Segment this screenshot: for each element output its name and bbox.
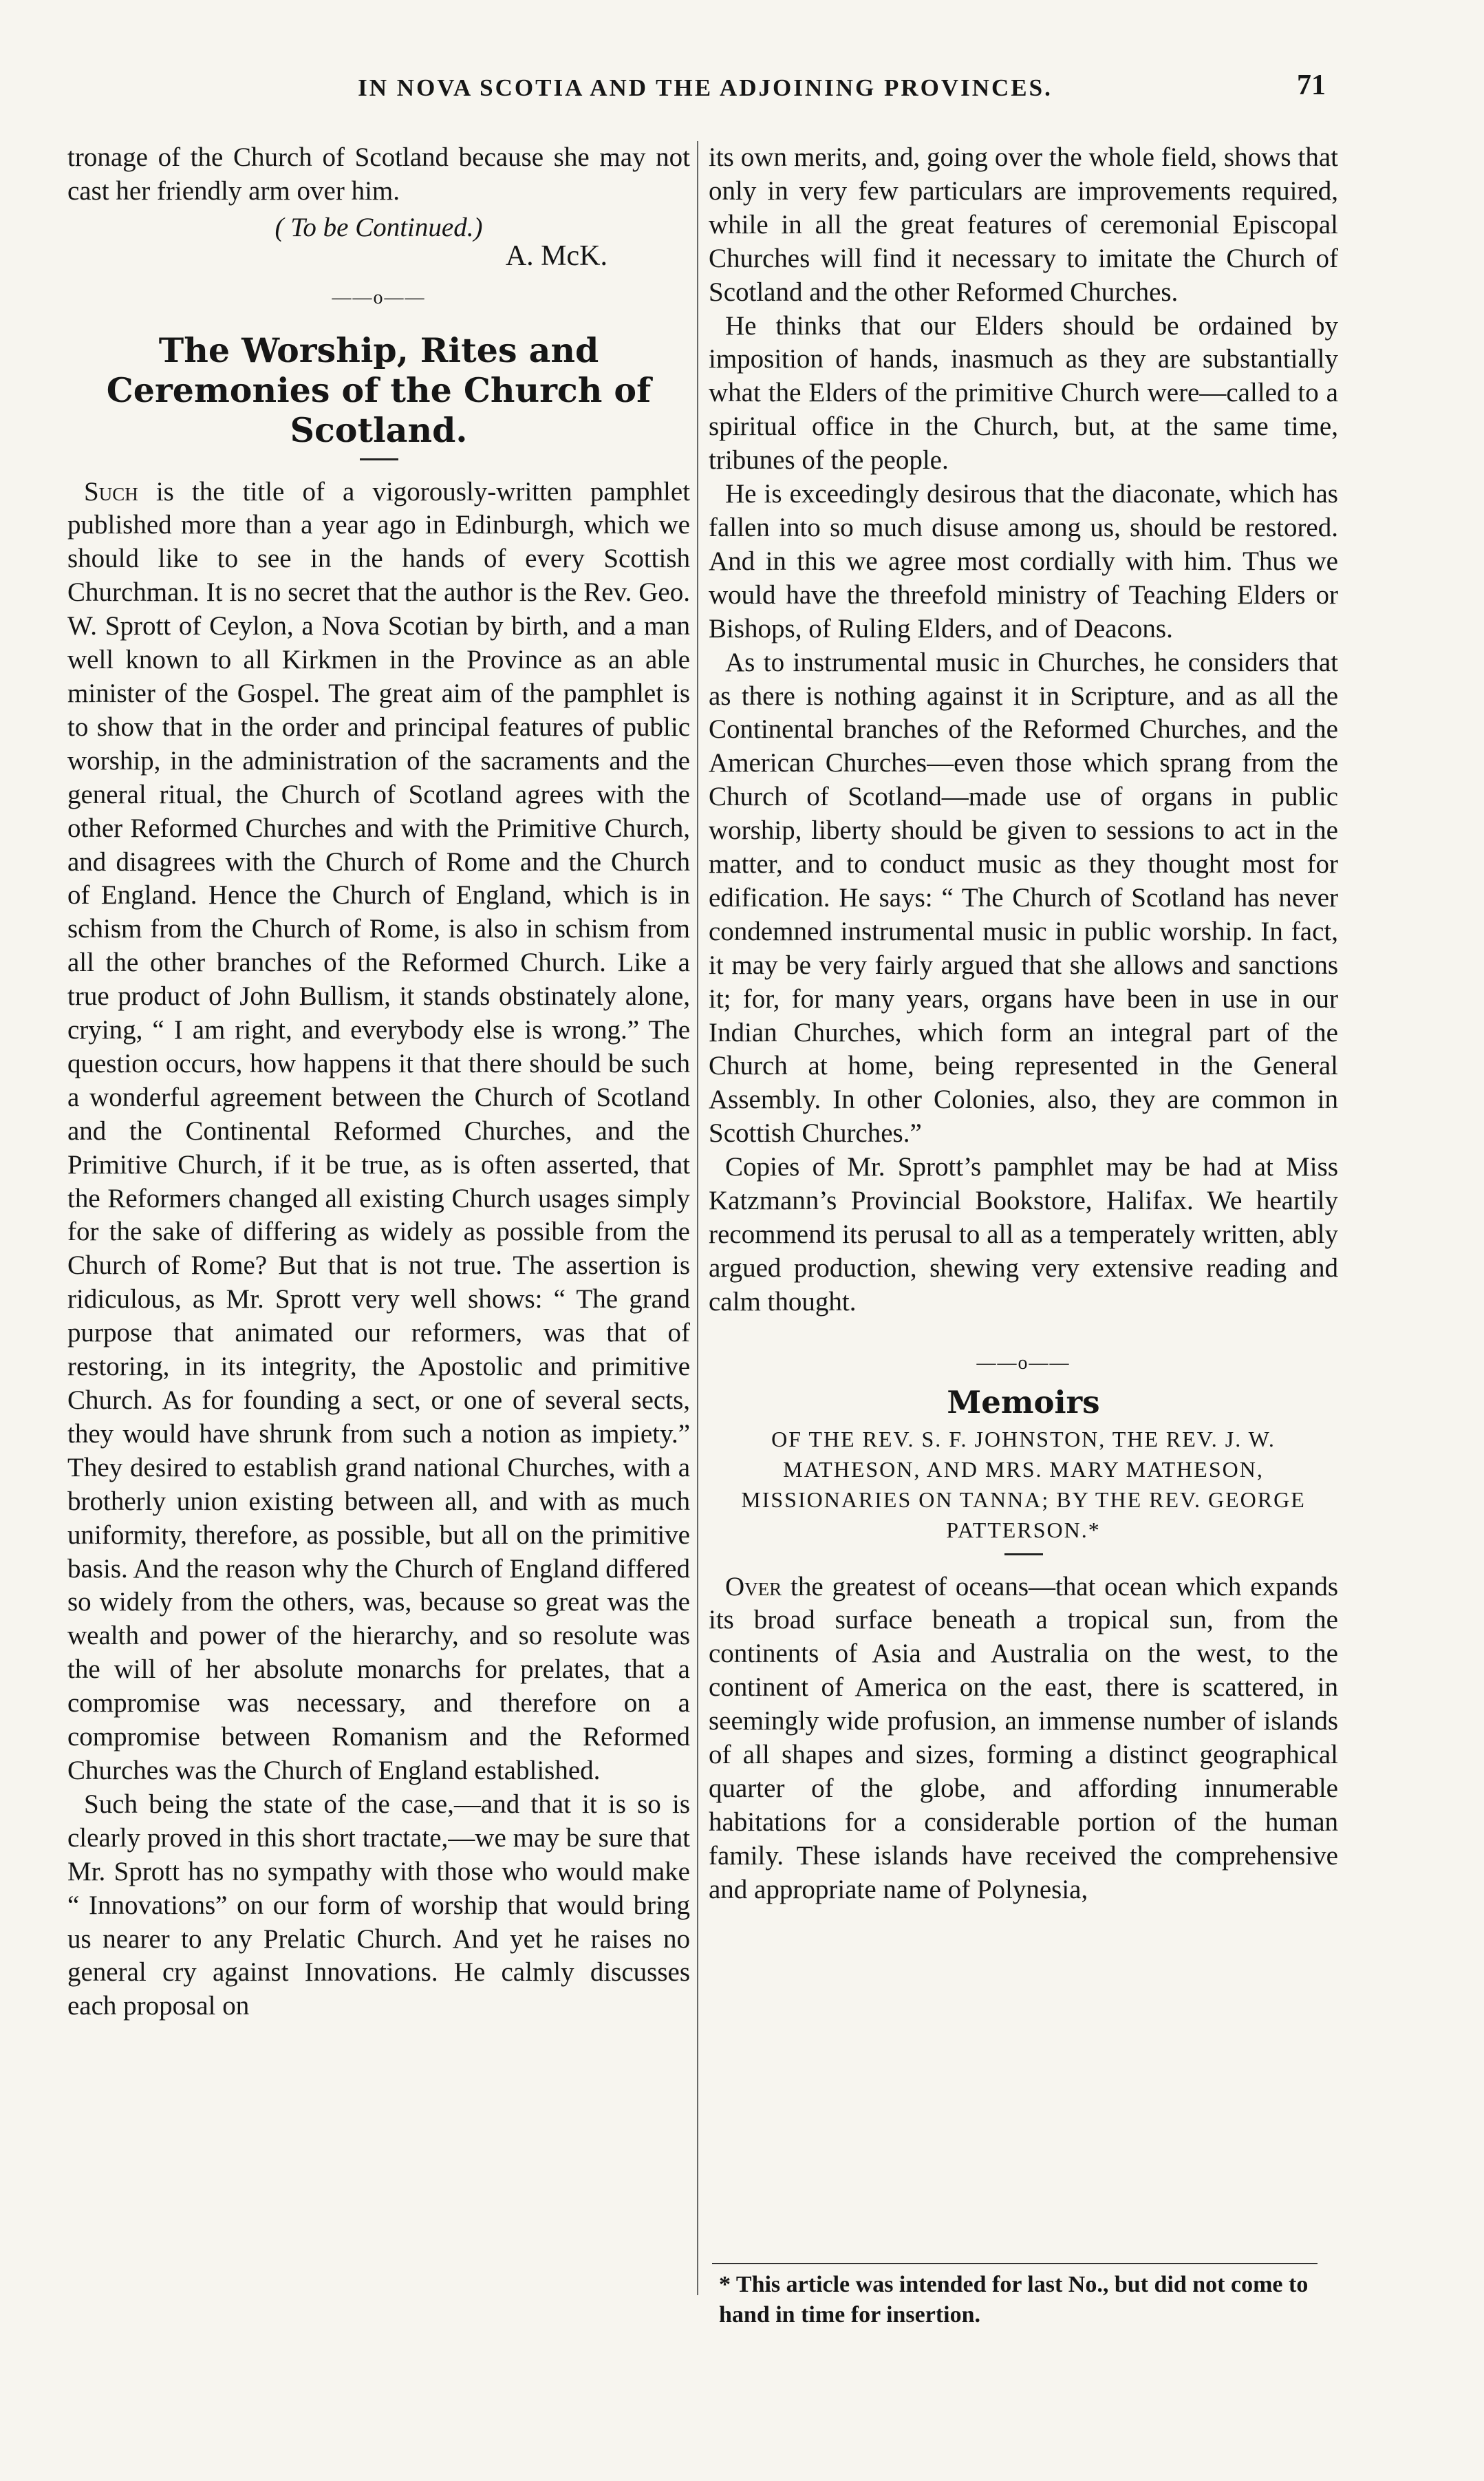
article-paragraph	[709, 1570, 1338, 1907]
footnote-rule	[712, 2263, 1318, 2264]
to-be-continued-note: ( To be Continued.)	[275, 212, 483, 242]
footnote: * This article was intended for last No., but did not come to hand in time for insertion.	[719, 2272, 1309, 2328]
article-paragraph: He is exceedingly desirous that the diaconate, which has fallen into so much disuse among us, should be restored. And in this we agree most cordially with him. Thus we would have the threefold ministry of Teaching Elders or Bishops, of Ruling Elders, and of Deacons.	[709, 479, 1338, 643]
page-number: 71	[1297, 70, 1326, 101]
article-paragraph: As to instrumental music in Churches, he considers that as there is nothing against it in Scripture, and as all the Continental branches of the Reformed Churches, and the American Churches—even those which sprang from the Church of Scotland—made use of organs in public worship, liberty should be given to sessions to act in the matter, and to conduct music as they thought most for edification. He says: “ The Church of Scotland has never condemned instrumental music in public worship. In fact, it may be very fairly argued that she allows and sanctions it; for, for many years, organs have been in use in our Indian Churches, which form an integral part of the Church at home, being represented in the General Assembly. In other Colonies, also, they are common in Scottish Churches.”	[709, 647, 1338, 1149]
running-head: IN NOVA SCOTIA AND THE ADJOINING PROVINCES.	[358, 74, 1053, 101]
title-rule	[360, 458, 398, 460]
section-divider: ——o——	[332, 286, 426, 308]
title-rule	[1004, 1553, 1043, 1555]
article-paragraph: He thinks that our Elders should be ordained by imposition of hands, inasmuch as they are substantially what the Elders of the primitive Church were—called to a spiritual office in the Church, but, at the same time, tribunes of the people.	[709, 310, 1338, 476]
author-signature: A. McK.	[505, 239, 607, 272]
article-paragraph	[67, 476, 690, 1788]
article-paragraph: Copies of Mr. Sprott’s pamphlet may be had at Miss Katzmann’s Provincial Bookstore, Halifax. We heartily recommend its perusal to all as a temperately written, ably argued production, shewing very extensive reading and calm thought.	[709, 1152, 1338, 1317]
continued-text: tronage of the Church of Scotland because she may not cast her friendly arm over him.	[67, 142, 690, 206]
right-column	[709, 141, 1338, 1907]
lead-word: Over	[725, 1571, 782, 1601]
paragraph-text: the greatest of oceans—that ocean which expands its broad surface beneath a tropical sun, from the continents of Asia and Australia on the west, to the continent of America on the east, there is scattered, in seemingly wide profusion, an immense number of islands of all shapes and sizes, forming a distinct geographical quarter of the globe, and affording innumerable habitations for a considerable portion of the human family. These islands have received the comprehensive and appropriate name of Polynesia,	[709, 1571, 1338, 1904]
article-paragraph: Such being the state of the case,—and that it is so is clearly proved in this short tractate,—we may be sure that Mr. Sprott has no sympathy with those who would make “ Innovations” on our form of worship that would bring us nearer to any Prelatic Church. And yet he raises no general cry against Innovations. He calmly discusses each proposal on	[67, 1789, 690, 2021]
memoirs-subtitle: OF THE REV. S. F. JOHNSTON, THE REV. J. W. MATHESON, AND MRS. MARY MATHESON, MISSIONARIES ON TANNA; BY THE REV. GEORGE PATTERSON.*	[741, 1426, 1306, 1542]
memoirs-title: Memoirs	[947, 1383, 1100, 1420]
lead-word: Such	[84, 476, 138, 507]
left-column	[67, 141, 690, 2023]
column-rule	[697, 141, 698, 2295]
paragraph-text: is the title of a vigorously-written pamphlet published more than a year ago in Edinburgh, which we should like to see in the hands of every Scottish Churchman. It is no secret that the author is the Rev. Geo. W. Sprott of Ceylon, a Nova Scotian by birth, and a man well known to all Kirkmen in the Province as an able minister of the Gospel. The great aim of the pamphlet is to show that in the order and principal features of public worship, in the administration of the sacraments and the general ritual, the Church of Scotland agrees with the other Reformed Churches and with the Primitive Church, and disagrees with the Church of Rome and the Church of England. Hence the Church of England, which is in schism from the Church of Rome, is also in schism from all the other branches of the Reformed Church. Like a true product of John Bullism, it stands obstinately alone, crying, “ I am right, and everybody else is wrong.” The question occurs, how happens it that there should be such a wonderful agreement between the Church of Scotland and the Continental Reformed Churches, and the Primitive Church, if it be true, as is often asserted, that the Reformers changed all existing Church usages simply for the sake of differing as widely as possible from the Church of Rome? But that is not true. The assertion is ridiculous, as Mr. Sprott very well shows: “ The grand purpose that animated our reformers, was that of restoring, in its integrity, the Apostolic and primitive Church. As for founding a sect, or one of several sects, they would have shrunk from such a notion as impiety.” They desired to establish grand national Churches, with a brotherly union existing between all, and with as much uniformity, therefore, as possible, but all on the primitive basis. And the reason why the Church of England differed so widely from the others, was, because so great was the wealth and power of the hierarchy, and so resolute was the will of her absolute monarchs for prelates, that a compromise was necessary, and therefore on a compromise between Romanism and the Reformed Churches was the Church of England established.	[67, 476, 690, 1785]
article-paragraph: its own merits, and, going over the whole field, shows that only in very few particulars are improvements required, while in all the great features of ceremonial Episcopal Churches will find it necessary to imitate the Church of Scotland and the other Reformed Churches.	[709, 142, 1338, 307]
section-divider: ——o——	[976, 1352, 1071, 1374]
article-title: The Worship, Rites and Ceremonies of the Church of Scotland.	[106, 330, 652, 450]
